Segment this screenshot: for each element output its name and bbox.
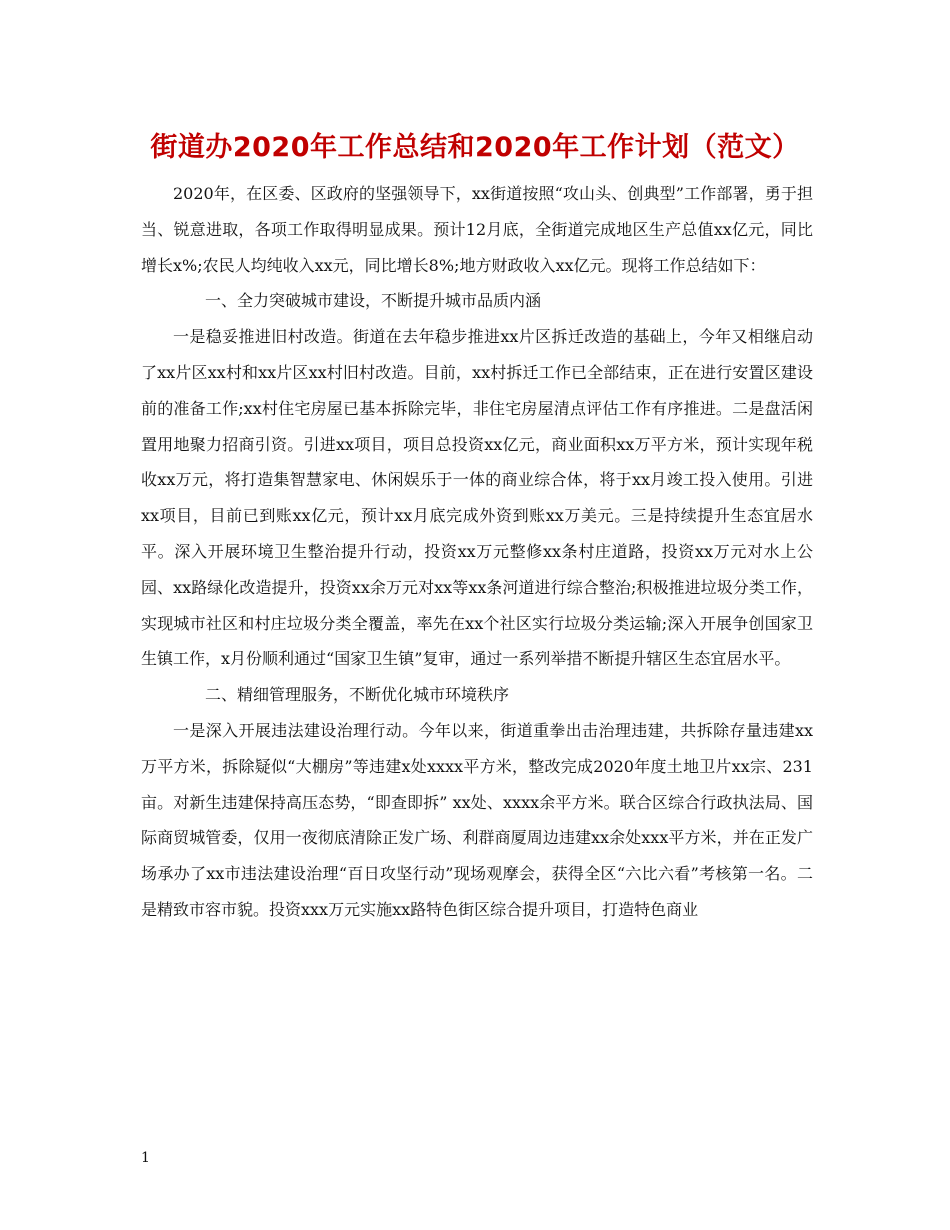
section-heading-2: 二、精细管理服务，不断优化城市环境秩序	[205, 685, 510, 705]
paragraph-section-1: 一是稳妥推进旧村改造。街道在去年稳步推进xx片区拆迁改造的基础上，今年又相继启动了xx片区xx村和xx片区xx村旧村改造。目前，xx村拆迁工作已全部结束，正在进行安置区建设前的准备工作;xx村住宅房屋已基本拆除完毕，非住宅房屋清点评估工作有序推进。二是盘活闲置用地聚力招商引资。引进xx项目，项目总投资xx亿元，商业面积xx万平方米，预计实现年税收xx万元，将打造集智慧家电、休闲娱乐于一体的商业综合体，将于xx月竣工投入使用。引进xx项目，目前已到账xx亿元，预计xx月底完成外资到账xx万美元。三是持续提升生态宜居水平。深入开展环境卫生整治提升行动，投资xx万元整修xx条村庄道路，投资xx万元对水上公园、xx路绿化改造提升，投资xx余万元对xx等xx条河道进行综合整治;积极推进垃圾分类工作，实现城市社区和村庄垃圾分类全覆盖，率先在xx个社区实行垃圾分类运输;深入开展争创国家卫生镇工作，x月份顺利通过“国家卫生镇”复审，通过一系列举措不断提升辖区生态宜居水平。	[141, 327, 813, 669]
page-number: 1	[141, 1150, 150, 1166]
document-title: 街道办2020年工作总结和2020年工作计划（范文）	[150, 132, 800, 163]
document-body	[141, 176, 813, 928]
section-heading-1: 一、全力突破城市建设，不断提升城市品质内涵	[205, 291, 542, 311]
paragraph-section-2: 一是深入开展违法建设治理行动。今年以来，街道重拳出击治理违建，共拆除存量违建xx万平方米，拆除疑似“大棚房”等违建x处xxxx平方米，整改完成2020年度土地卫片xx宗、231亩。对新生违建保持高压态势，“即查即拆” xx处、xxxx余平方米。联合区综合行政执法局、国际商贸城管委，仅用一夜彻底清除正发广场、利群商厦周边违建xx余处xxx平方米，并在正发广场承办了xx市违法建设治理“百日攻坚行动”现场观摩会，获得全区“六比六看”考核第一名。二是精致市容市貌。投资xxx万元实施xx路特色街区综合提升项目，打造特色商业	[141, 720, 813, 919]
paragraph-intro: 2020年，在区委、区政府的坚强领导下，xx街道按照“攻山头、创典型”工作部署，勇于担当、锐意进取，各项工作取得明显成果。预计12月底，全街道完成地区生产总值xx亿元，同比增长x%;农民人均纯收入xx元，同比增长8%;地方财政收入xx亿元。现将工作总结如下：	[141, 184, 813, 275]
